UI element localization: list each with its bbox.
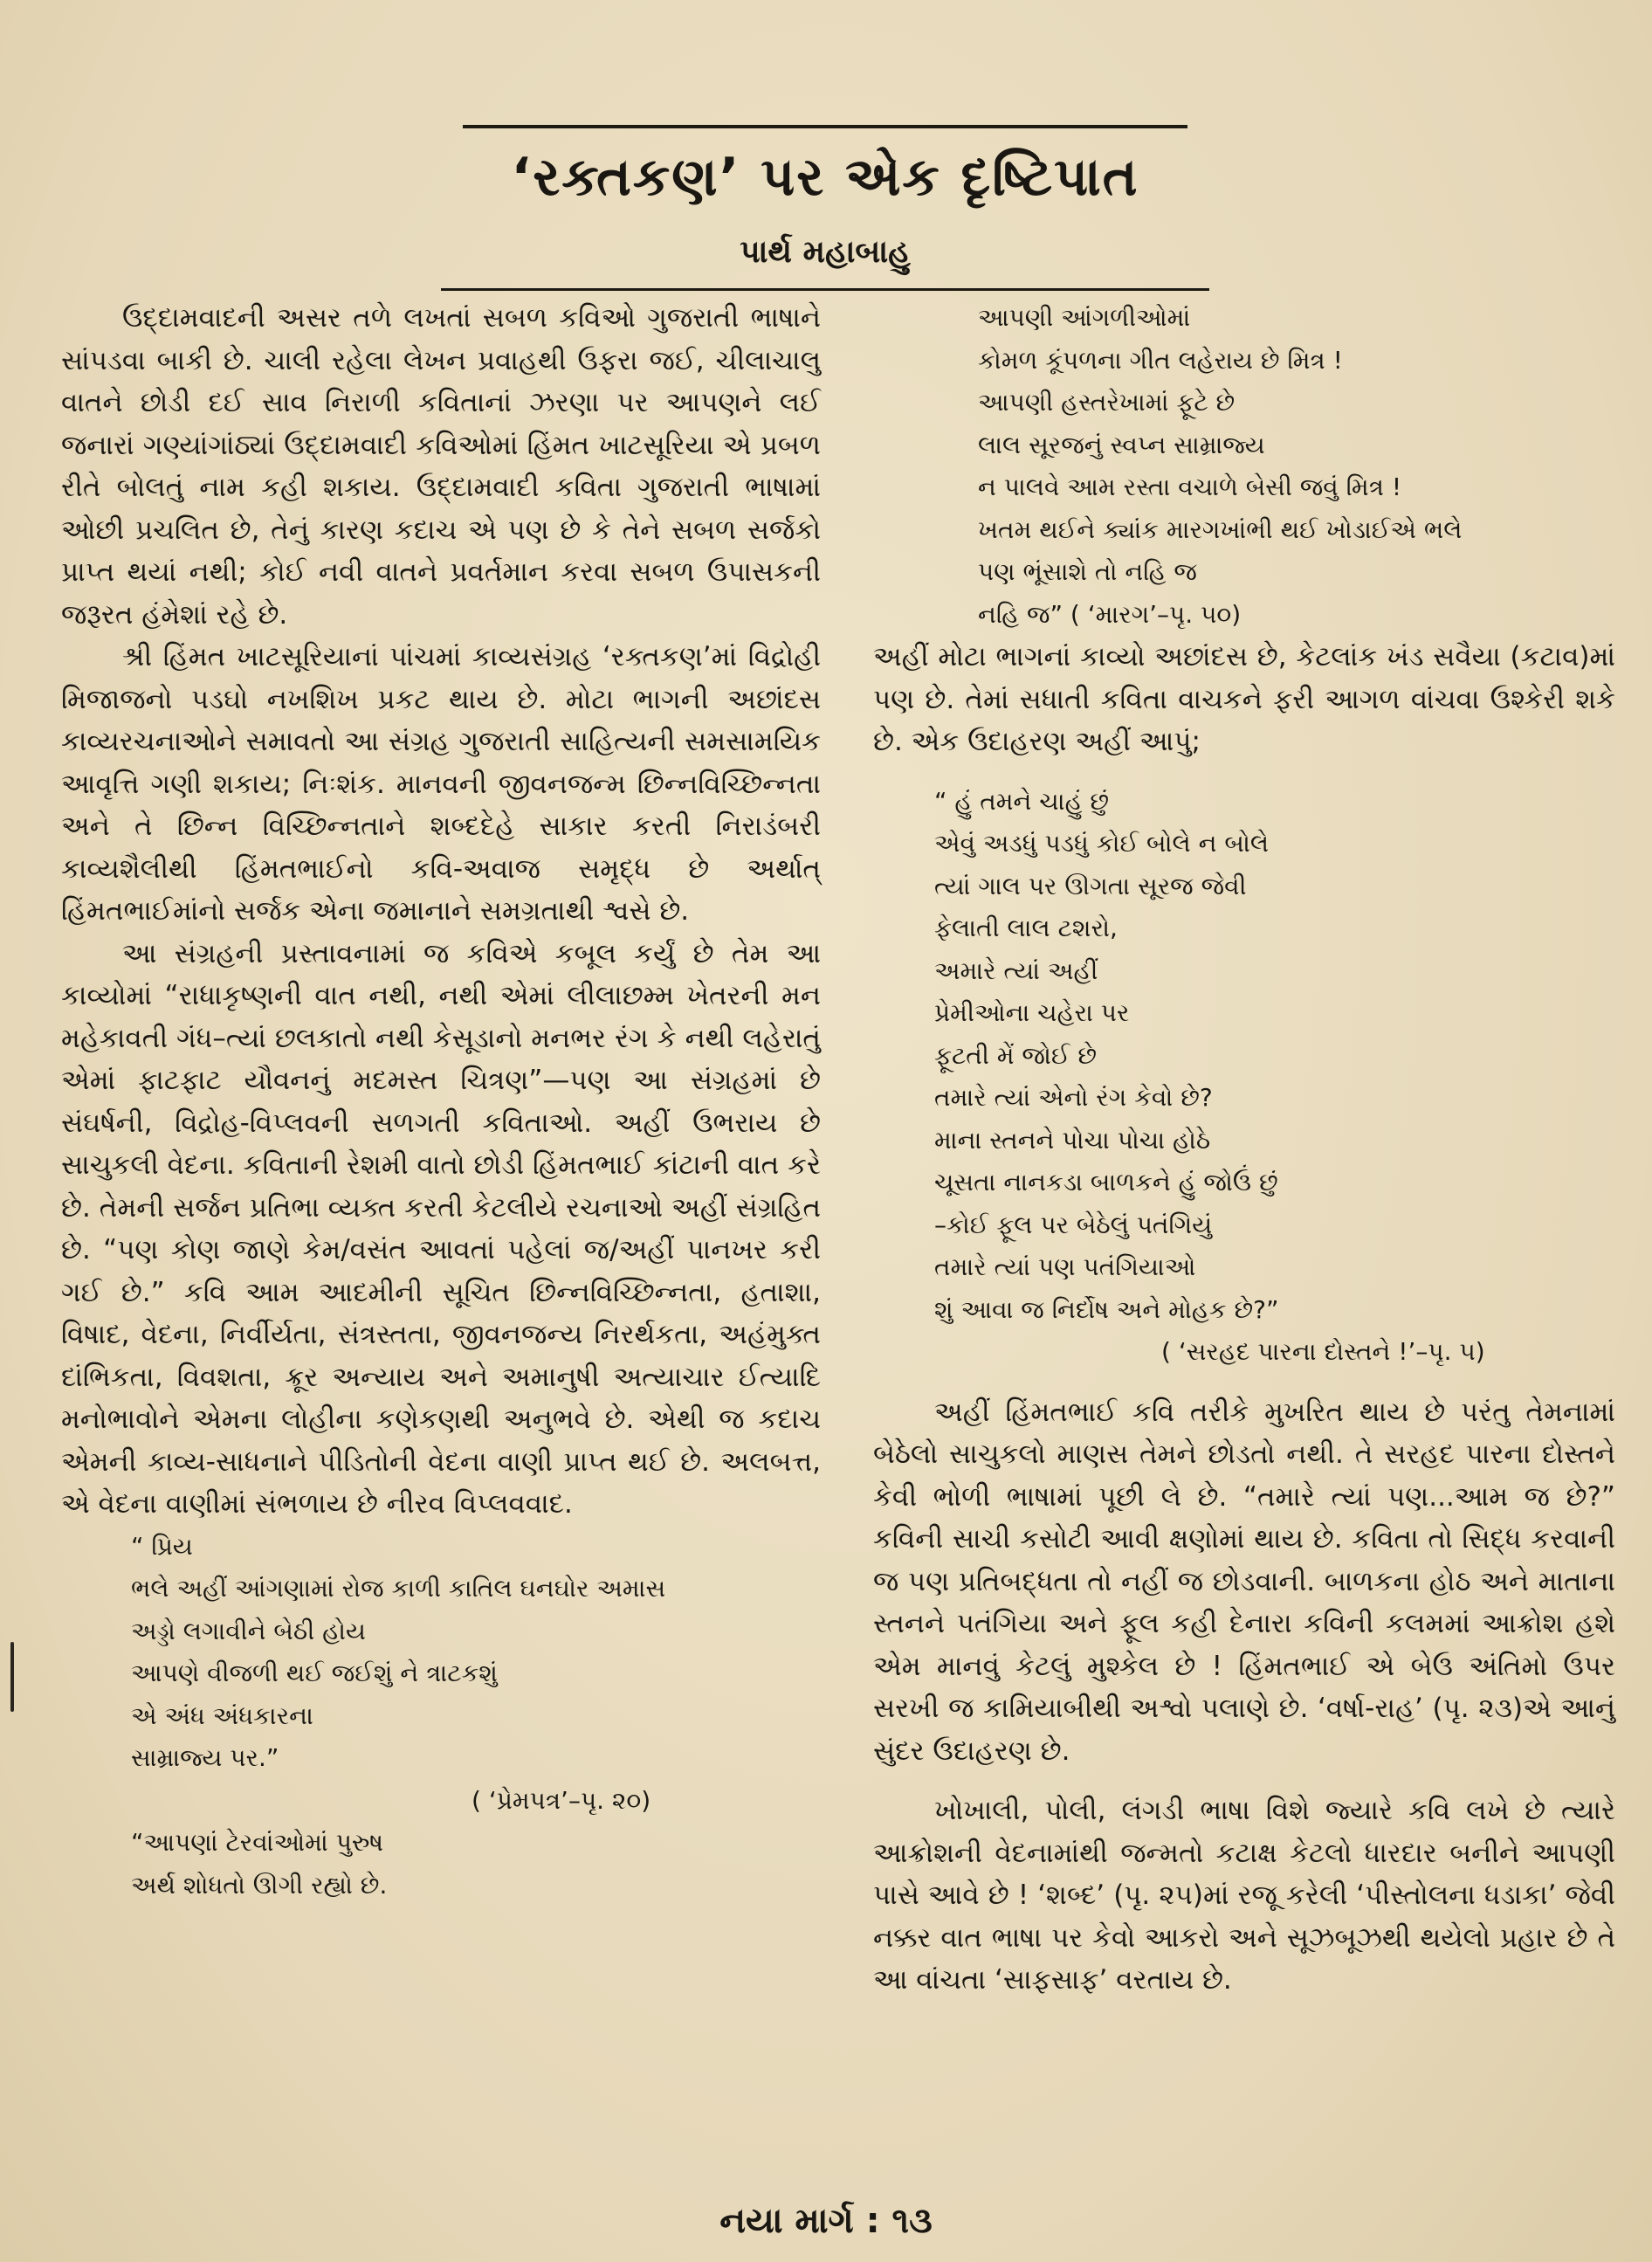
margin-mark <box>10 1642 14 1712</box>
poem-line: માના સ્તનને પોચા પોચા હોઠે <box>934 1125 1211 1155</box>
poem-line: તમારે ત્યાં પણ પતંગિયાઓ <box>934 1252 1196 1281</box>
poem-line: આપણી હસ્તરેખામાં ફૂટે છે <box>978 388 1236 417</box>
poem-citation: ( ‘પ્રેમપત્ર’–પૃ. ૨૦) <box>472 1785 651 1815</box>
poem-line: ત્યાં ગાલ પર ઊગતા સૂરજ જેવી <box>934 871 1247 900</box>
article-author: પાર્થ મહાબાહુ <box>740 234 911 270</box>
poem-sarhad <box>873 781 1615 1332</box>
poem-line: “ હું તમને ચાહું છું <box>934 786 1110 816</box>
poem-line: “આપણાં ટેરવાંઓમાં પુરુષ <box>131 1828 384 1857</box>
poem-line: પ્રેમીઓના ચહેરા પર <box>934 998 1130 1027</box>
poem-line: ન પાલવે આમ રસ્તા વચાળે બેસી જવું મિત્ર ! <box>978 472 1402 501</box>
poem-line: તમારે ત્યાં એનો રંગ કેવો છે? <box>934 1083 1213 1112</box>
poem-line: ખતમ થઈને ક્યાંક મારગખાંભી થઈ ખોડાઈએ ભલે <box>978 514 1463 544</box>
right-column <box>873 297 1615 2002</box>
page-footer: નયા માર્ગ : ૧૩ <box>719 2201 933 2241</box>
poem-line: આપણે વીજળી થઈ જઈશું ને ત્રાટકશું <box>131 1659 498 1687</box>
poem-marag-start <box>61 1822 821 1907</box>
poem-line: એ અંધ અંધકારના <box>131 1700 313 1730</box>
poem-line: એવું અડધું પડધું કોઈ બોલે ન બોલે <box>934 829 1269 858</box>
poem-line: ભલે અહીં આંગણામાં રોજ કાળી કાતિલ ઘનઘોર અમાસ <box>131 1574 666 1603</box>
paragraph-poet-human: અહીં હિંમતભાઈ કવિ તરીકે મુખરિત થાય છે પરંતુ તેમનામાં બેઠેલો સાચુકલો માણસ તેમને છોડતો નથી. તે સરહદ પારના દોસ્તને કેવી ભોળી ભાષામાં પૂછી લે છે. “તમારે ત્યાં પણ...આમ જ છે?” કવિની સાચી કસોટી આવી ક્ષણોમાં થાય છે. કવિતા તો સિદ્ધ કરવાની જ પણ પ્રતિબદ્ધતા તો નહીં જ છોડવાની. બાળકના હોઠ અને માતાના સ્તનને પતંગિયા અને ફૂલ કહી દેનારા કવિની કલમમાં આક્રોશ હશે એમ માનવું કેટલું મુશ્કેલ છે ! હિંમતભાઈ એ બેઉ અંતિમો ઉપર સરખી જ કામિયાબીથી અશ્વો પલાણે છે. ‘વર્ષા-રાહ’ (પૃ. ૨૩)એ આનું સુંદર ઉદાહરણ છે. <box>873 1396 1615 1767</box>
poem-line: –કોઈ ફૂલ પર બેઠેલું પતંગિયું <box>934 1210 1213 1239</box>
poem-citation: ( ‘સરહદ પારના દોસ્તને !’–પૃ. ૫) <box>1161 1337 1485 1366</box>
paragraph-collection: શ્રી હિંમત ખાટસૂરિયાનાં પાંચમાં કાવ્યસંગ્રહ ‘રક્તકણ’માં વિદ્રોહી મિજાજનો પડઘો નખશિખ પ્રકટ થાય છે. મોટા ભાગની અછાંદસ કાવ્યરચનાઓને સમાવતો આ સંગ્રહ ગુજરાતી સાહિત્યની સમસામયિક આવૃત્તિ ગણી શકાય; નિઃશંક. માનવની જીવનજન્મ છિન્નવિચ્છિન્નતા અને તે છિન્ન વિચ્છિન્નતાને શબ્દદેહે સાકાર કરતી નિરાડંબરી કાવ્યશૈલીથી હિંમતભાઈનો કવિ-અવાજ સમૃદ્ધ છે અર્થાત્ હિંમતભાઈમાંનો સર્જક એના જમાનાને સમગ્રતાથી શ્વસે છે. <box>61 641 821 927</box>
paragraph-forms: અહીં મોટા ભાગનાં કાવ્યો અછાંદસ છે, કેટલાંક ખંડ સવૈયા (કટાવ)માં પણ છે. તેમાં સધાતી કવિતા વાચકને ફરી આગળ વાંચવા ઉશ્કેરી શકે છે. એક ઉદાહરણ અહીં આપું; <box>873 641 1615 757</box>
poem-line: આપણી આંગળીઓમાં <box>978 303 1191 332</box>
header-bottom-rule <box>441 288 1209 291</box>
poem-line: શું આવા જ નિર્દોષ અને મોહક છે?” <box>934 1294 1279 1324</box>
poem-premapatra <box>61 1526 821 1780</box>
poem-marag-continued <box>873 297 1615 636</box>
poem-line: ફૂટતી મેં જોઈ છે <box>934 1040 1098 1070</box>
poem-line: ચૂસતા નાનકડા બાળકને હું જોઉં છું <box>934 1168 1278 1197</box>
poem-line: પણ ભૂંસાશે તો નહિ જ <box>978 557 1197 586</box>
poem-line: ફેલાતી લાલ ટશરો, <box>934 914 1118 942</box>
poem-line: અમારે ત્યાં અહીં <box>934 955 1098 985</box>
poem-line: લાલ સૂરજનું સ્વપ્ન સામ્રાજ્ય <box>978 430 1265 459</box>
paragraph-intro: ઉદ્દામવાદની અસર તળે લખતાં સબળ કવિઓ ગુજરાતી ભાષાને સાંપડવા બાકી છે. ચાલી રહેલા લેખન પ્રવાહથી ઉફરા જઈ, ચીલાચાલુ વાતને છોડી દઈ સાવ નિરાળી કવિતાનાં ઝરણા પર આપણને લઈ જનારાં ગણ્યાંગાંઠ્યાં ઉદ્દામવાદી કવિઓમાં હિંમત ખાટસૂરિયા એ પ્રબળ રીતે બોલતું નામ કહી શકાય. ઉદ્દામવાદી કવિતા ગુજરાતી ભાષામાં ઓછી પ્રચલિત છે, તેનું કારણ કદાચ એ પણ છે કે તેને સબળ સર્જકો પ્રાપ્ત થયાં નથી; કોઈ નવી વાતને પ્રવર્તમાન કરવા સબળ ઉપાસકની જરૂરત હંમેશાં રહે છે. <box>61 302 821 631</box>
header-top-rule <box>463 125 1187 128</box>
article-title: ‘રક્તકણ’ પર એક દૃષ્ટિપાત <box>511 147 1139 208</box>
left-column <box>61 297 821 1907</box>
paragraph-preface: આ સંગ્રહની પ્રસ્તાવનામાં જ કવિએ કબૂલ કર્યું છે તેમ આ કાવ્યોમાં “રાધાકૃષ્ણની વાત નથી, નથી એમાં લીલાછમ્મ ખેતરની મન મહેકાવતી ગંધ–ત્યાં છલકાતો નથી કેસૂડાનો મનભર રંગ કે નથી લહેરાતું એમાં ફાટફાટ યૌવનનું મદમસ્ત ચિત્રણ”—પણ આ સંગ્રહમાં છે સંઘર્ષની, વિદ્રોહ-વિપ્લવની સળગતી કવિતાઓ. અહીં ઉભરાય છે સાચુકલી વેદના. કવિતાની રેશમી વાતો છોડી હિંમતભાઈ કાંટાની વાત કરે છે. તેમની સર્જન પ્રતિભા વ્યક્ત કરતી કેટલીયે રચનાઓ અહીં સંગ્રહિત છે. “પણ કોણ જાણે કેમ/વસંત આવતાં પહેલાં જ/અહીં પાનખર કરી ગઈ છે.” કવિ આમ આદમીની સૂચિત છિન્નવિચ્છિન્નતા, હતાશા, વિષાદ, વેદના, નિર્વીર્યતા, સંત્રસ્તતા, જીવનજન્ય નિરર્થકતા, અહંમુક્ત દાંભિકતા, વિવશતા, ક્રૂર અન્યાય અને અમાનુષી અત્યાચાર ઈત્યાદિ મનોભાવોને એમના લોહીના કણેકણથી અનુભવે છે. એથી જ કદાચ એમની કાવ્ય-સાધનાને પીડિતોની વેદના વાણી પ્રાપ્ત થઈ છે. અલબત્ત, એ વેદના વાણીમાં સંભળાય છે નીરવ વિપ્લવવાદ. <box>61 937 822 1520</box>
poem-line: અર્થ શોધતો ઊગી રહ્યો છે. <box>131 1870 388 1900</box>
poem-line: સામ્રાજ્ય પર.” <box>131 1743 279 1772</box>
poem-line: નહિ જ” ( ‘મારગ’–પૃ. ૫૦) <box>978 599 1242 629</box>
poem-line: અડ્ડો લગાવીને બેઠી હોય <box>131 1616 366 1645</box>
poem-line: “ પ્રિય <box>131 1531 193 1561</box>
paragraph-language: ખોખાલી, પોલી, લંગડી ભાષા વિશે જ્યારે કવિ લખે છે ત્યારે આક્રોશની વેદનામાંથી જન્મતો કટાક્ષ કેટલો ધારદાર બનીને આપણી પાસે આવે છે ! ‘શબ્દ’ (પૃ. ૨૫)માં રજૂ કરેલી ‘પીસ્તોલના ધડાકા’ જેવી નક્કર વાત ભાષા પર કેવો આકરો અને સૂઝબૂઝથી થયેલો પ્રહાર છે તે આ વાંચતા ‘સાફસાફ’ વરતાય છે. <box>873 1795 1615 1996</box>
poem-line: કોમળ કૂંપળના ગીત લહેરાય છે મિત્ર ! <box>978 345 1343 375</box>
